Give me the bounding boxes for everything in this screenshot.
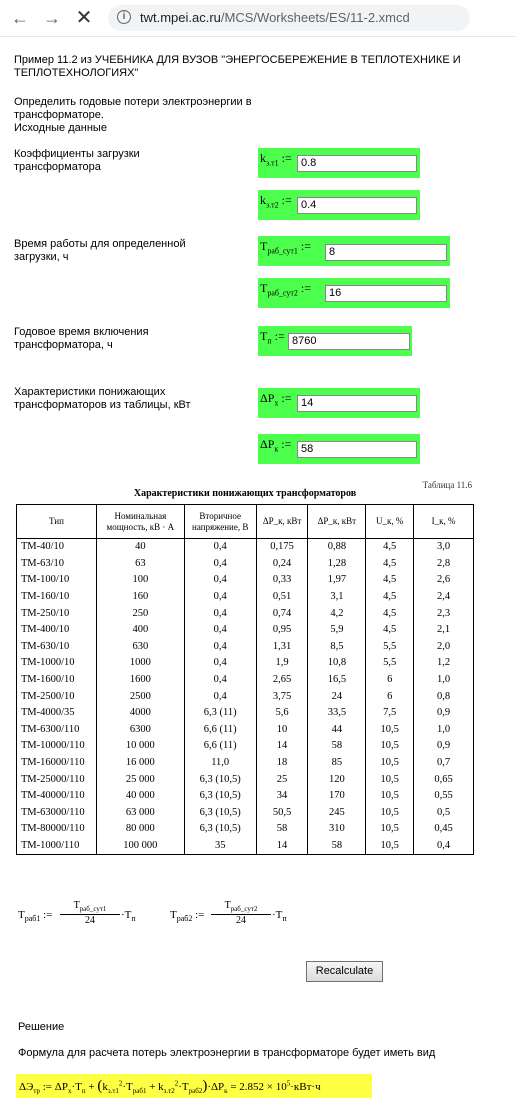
solution-text: Формула для расчета потерь электроэнергии в трансформаторе будет иметь вид (18, 1047, 436, 1059)
worksheet-title-line1: Пример 11.2 из УЧЕБНИКА ДЛЯ ВУЗОВ "ЭНЕРГОСБЕРЕЖЕНИЕ В ТЕПЛОТЕХНИКЕ И (14, 54, 461, 66)
table-cell: 120 (308, 771, 366, 788)
result-value: 2.852 × 10 (239, 1081, 287, 1093)
table-cell: 245 (308, 805, 366, 822)
table-cell: 0,4 (184, 572, 256, 589)
table-cell: 310 (308, 821, 366, 838)
table-cell: 10,5 (366, 788, 414, 805)
table-row (17, 589, 474, 606)
table-cell: 10,5 (366, 722, 414, 739)
load-coef-label-2: трансформатора (14, 161, 101, 173)
table-cell: 16 000 (96, 755, 184, 772)
table-cell: 1,31 (256, 639, 308, 656)
table-cell: ТМ-1600/10 (17, 672, 97, 689)
table-header-4: ΔP_к, кВт (308, 505, 366, 539)
table-cell: 2,65 (256, 672, 308, 689)
table-cell: 4,2 (308, 605, 366, 622)
table-cell: 2,8 (414, 556, 474, 573)
table-cell: ТМ-100/10 (17, 572, 97, 589)
trab1-lhs: $T_{раб1}$ := (18, 909, 53, 924)
table-cell: 10,5 (366, 771, 414, 788)
table-cell: 63 (96, 556, 184, 573)
result-exponent: 5 (286, 1079, 291, 1088)
table-cell: 630 (96, 639, 184, 656)
table-cell: 0,5 (414, 805, 474, 822)
table-cell: 0,4 (184, 672, 256, 689)
table-cell: 33,5 (308, 705, 366, 722)
back-arrow-icon[interactable]: ← (11, 8, 29, 28)
table-cell: 4,5 (366, 539, 414, 556)
table-row (17, 705, 474, 722)
table-cell: 10 (256, 722, 308, 739)
trab1-mult: $\cdot T_п$ (121, 909, 136, 924)
table-cell: 6,3 (10,5) (184, 771, 256, 788)
table-title: Характеристики понижающих трансформаторов (133, 488, 357, 499)
table-cell: 6,3 (10,5) (184, 788, 256, 805)
url-text (140, 10, 410, 25)
table-header-6: I_к, % (414, 505, 474, 539)
table-cell: 0,4 (184, 589, 256, 606)
k2-label: $k_{з.т2}$ := (260, 193, 292, 210)
table-header-2: Вторичное напряжение, В (184, 505, 256, 539)
table-cell: 80 000 (96, 821, 184, 838)
table-cell: 25 (256, 771, 308, 788)
table-cell: 0,88 (308, 539, 366, 556)
table-cell: 1,9 (256, 655, 308, 672)
table-cell: 10,5 (366, 838, 414, 855)
table-cell: ТМ-160/10 (17, 589, 97, 606)
table-cell: ТМ-2500/10 (17, 688, 97, 705)
table-row (17, 788, 474, 805)
stop-loading-icon[interactable]: ✕ (75, 7, 93, 29)
trab2-lhs: $T_{раб2}$ := (170, 909, 205, 924)
table-cell: 4,5 (366, 605, 414, 622)
table-cell: 100 (96, 572, 184, 589)
table-cell: 1,0 (414, 722, 474, 739)
table-cell: 400 (96, 622, 184, 639)
browser-toolbar (0, 0, 516, 37)
result-formula: $\Delta Э_{тр}$ := $\Delta P_х\cdot T_п + (k_{з.т1}^2\cdot T_{раб1} + k_{з.т2}^2\cdot T_{раб2})\cdot\Delta P_к = 2.852 \times 10^5\cdot кВт\cdot ч$ (19, 1078, 321, 1096)
address-bar[interactable] (108, 5, 470, 31)
table-cell: 14 (256, 738, 308, 755)
table-cell: 0,51 (256, 589, 308, 606)
task-line1: Определить годовые потери электроэнергии в (14, 96, 252, 108)
trab2-mult: $\cdot T_п$ (272, 909, 287, 924)
table-cell: 2,0 (414, 639, 474, 656)
px-input[interactable]: 14 (297, 395, 417, 412)
table-cell: 0,4 (184, 639, 256, 656)
work-time-label-1: Время работы для определенной (14, 238, 186, 250)
table-cell: 4000 (96, 705, 184, 722)
table-cell: 0,4 (414, 838, 474, 855)
table-cell: ТМ-1000/10 (17, 655, 97, 672)
table-cell: 6,3 (10,5) (184, 821, 256, 838)
table-cell: 250 (96, 605, 184, 622)
table-cell: 24 (308, 688, 366, 705)
recalculate-button[interactable]: Recalculate (306, 961, 383, 982)
table-cell: 0,65 (414, 771, 474, 788)
table-cell: 6 (366, 672, 414, 689)
task-line3: Исходные данные (14, 122, 107, 134)
table-row (17, 572, 474, 589)
px-label: $\Delta P_х$ := (260, 391, 292, 408)
table-cell: 2500 (96, 688, 184, 705)
table-cell: 6 (366, 688, 414, 705)
table-cell: 25 000 (96, 771, 184, 788)
table-header-5: U_к, % (366, 505, 414, 539)
solution-heading: Решение (18, 1021, 65, 1033)
table-cell: 6300 (96, 722, 184, 739)
table-cell: 4,5 (366, 622, 414, 639)
table-cell: 0,9 (414, 738, 474, 755)
info-icon[interactable]: i (117, 10, 131, 24)
table-cell: 58 (308, 738, 366, 755)
table-cell: 1,97 (308, 572, 366, 589)
table-row (17, 755, 474, 772)
table-cell: 6,6 (11) (184, 738, 256, 755)
table-cell: 5,5 (366, 655, 414, 672)
table-row (17, 672, 474, 689)
table-cell: 85 (308, 755, 366, 772)
annual-time-label-1: Годовое время включения (14, 326, 149, 338)
table-cell: 10,8 (308, 655, 366, 672)
table-cell: 0,7 (414, 755, 474, 772)
url-host: twt.mpei.ac.ru (140, 10, 221, 25)
trab2-fraction: $T_{раб\_сут2}$ 24 (211, 900, 271, 926)
table-cell: 44 (308, 722, 366, 739)
char-label-1: Характеристики понижающих (14, 386, 166, 398)
table-cell: 0,24 (256, 556, 308, 573)
table-cell: ТМ-16000/110 (17, 755, 97, 772)
table-cell: 5,5 (366, 639, 414, 656)
table-cell: 160 (96, 589, 184, 606)
table-cell: 6,6 (11) (184, 722, 256, 739)
table-cell: 2,1 (414, 622, 474, 639)
table-row (17, 622, 474, 639)
trab1-fraction: $T_{раб\_сут1}$ 24 (60, 900, 120, 926)
table-cell: 50,5 (256, 805, 308, 822)
table-cell: 5,6 (256, 705, 308, 722)
table-cell: 2,6 (414, 572, 474, 589)
table-row (17, 738, 474, 755)
table-header-3: ΔP_к, кВт (256, 505, 308, 539)
annual-time-label-2: трансформатора, ч (14, 339, 113, 351)
table-cell: ТМ-63000/110 (17, 805, 97, 822)
table-cell: 0,4 (184, 556, 256, 573)
table-cell: 10,5 (366, 755, 414, 772)
forward-arrow-icon[interactable]: → (43, 8, 61, 28)
table-cell: 4,5 (366, 556, 414, 573)
table-cell: ТМ-63/10 (17, 556, 97, 573)
table-cell: 10,5 (366, 805, 414, 822)
table-cell: 40 (96, 539, 184, 556)
pk-label: $\Delta P_к$ := (260, 437, 292, 454)
table-row (17, 838, 474, 855)
table-cell: ТМ-1000/110 (17, 838, 97, 855)
table-header-0: Тип (17, 505, 97, 539)
table-cell: 4,5 (366, 572, 414, 589)
table-row (17, 655, 474, 672)
table-cell: 10 000 (96, 738, 184, 755)
table-cell: 0,8 (414, 688, 474, 705)
table-cell: 2,3 (414, 605, 474, 622)
table-cell: 1,0 (414, 672, 474, 689)
table-row (17, 605, 474, 622)
table-cell: 0,4 (184, 539, 256, 556)
table-cell: 0,33 (256, 572, 308, 589)
table-cell: 4,5 (366, 589, 414, 606)
table-cell: ТМ-40/10 (17, 539, 97, 556)
table-cell: 35 (184, 838, 256, 855)
table-cell: 1,2 (414, 655, 474, 672)
table-row (17, 771, 474, 788)
table-cell: 1,28 (308, 556, 366, 573)
table-cell: 6,3 (10,5) (184, 805, 256, 822)
t1-input[interactable]: 8 (325, 244, 447, 261)
table-cell: 18 (256, 755, 308, 772)
table-cell: 58 (308, 838, 366, 855)
table-row (17, 688, 474, 705)
table-cell: ТМ-25000/110 (17, 771, 97, 788)
table-cell: 0,9 (414, 705, 474, 722)
table-cell: 0,175 (256, 539, 308, 556)
table-cell: ТМ-10000/110 (17, 738, 97, 755)
table-cell: ТМ-400/10 (17, 622, 97, 639)
table-row (17, 639, 474, 656)
table-cell: 6,3 (11) (184, 705, 256, 722)
table-cell: ТМ-630/10 (17, 639, 97, 656)
work-time-label-2: загрузки, ч (14, 251, 69, 263)
tp-input[interactable]: 8760 (288, 333, 410, 350)
result-unit: ·кВт·ч (290, 1081, 321, 1093)
transformer-table (16, 504, 474, 855)
worksheet-title-line2: ТЕПЛОТЕХНОЛОГИЯХ" (14, 67, 139, 79)
table-cell: 1600 (96, 672, 184, 689)
table-cell: 58 (256, 821, 308, 838)
t2-label: $T_{раб\_сут2}$ := (260, 281, 312, 298)
table-cell: 34 (256, 788, 308, 805)
table-cell: 0,4 (184, 622, 256, 639)
table-cell: ТМ-4000/35 (17, 705, 97, 722)
table-cell: ТМ-6300/110 (17, 722, 97, 739)
table-cell: 170 (308, 788, 366, 805)
task-line2: трансформаторе. (14, 109, 104, 121)
table-cell: 40 000 (96, 788, 184, 805)
tp-label: $T_п$ := (260, 329, 285, 346)
table-cell: 0,55 (414, 788, 474, 805)
table-cell: 1000 (96, 655, 184, 672)
table-cell: 16,5 (308, 672, 366, 689)
url-path: /MCS/Worksheets/ES/11-2.xmcd (220, 10, 410, 25)
table-cell: 63 000 (96, 805, 184, 822)
table-cell: 7,5 (366, 705, 414, 722)
table-cell: 0,4 (184, 688, 256, 705)
table-cell: ТМ-40000/110 (17, 788, 97, 805)
table-row (17, 539, 474, 556)
table-note: Таблица 11.6 (422, 480, 472, 490)
k1-label: $k_{з.т1}$ := (260, 151, 292, 168)
table-row (17, 722, 474, 739)
table-row (17, 805, 474, 822)
table-cell: 0,74 (256, 605, 308, 622)
pk-input[interactable]: 58 (297, 441, 417, 458)
table-cell: 0,45 (414, 821, 474, 838)
k1-input[interactable]: 0.8 (297, 155, 417, 172)
table-cell: ТМ-80000/110 (17, 821, 97, 838)
table-cell: 8,5 (308, 639, 366, 656)
table-cell: 0,4 (184, 655, 256, 672)
table-cell: 100 000 (96, 838, 184, 855)
table-cell: ТМ-250/10 (17, 605, 97, 622)
table-cell: 3,1 (308, 589, 366, 606)
table-cell: 3,0 (414, 539, 474, 556)
table-cell: 11,0 (184, 755, 256, 772)
table-cell: 0,4 (184, 605, 256, 622)
table-cell: 5,9 (308, 622, 366, 639)
table-row (17, 556, 474, 573)
char-label-2: трансформаторов из таблицы, кВт (14, 399, 191, 411)
k2-input[interactable]: 0.4 (297, 197, 417, 214)
table-cell: 0,95 (256, 622, 308, 639)
table-cell: 3,75 (256, 688, 308, 705)
t1-label: $T_{раб\_сут1}$ := (260, 239, 312, 256)
table-cell: 10,5 (366, 738, 414, 755)
t2-input[interactable]: 16 (325, 285, 447, 302)
table-cell: 2,4 (414, 589, 474, 606)
table-cell: 14 (256, 838, 308, 855)
table-row (17, 821, 474, 838)
table-cell: 10,5 (366, 821, 414, 838)
table-header-1: Номинальная мощность, кВ · А (96, 505, 184, 539)
load-coef-label-1: Коэффициенты загрузки (14, 148, 140, 160)
